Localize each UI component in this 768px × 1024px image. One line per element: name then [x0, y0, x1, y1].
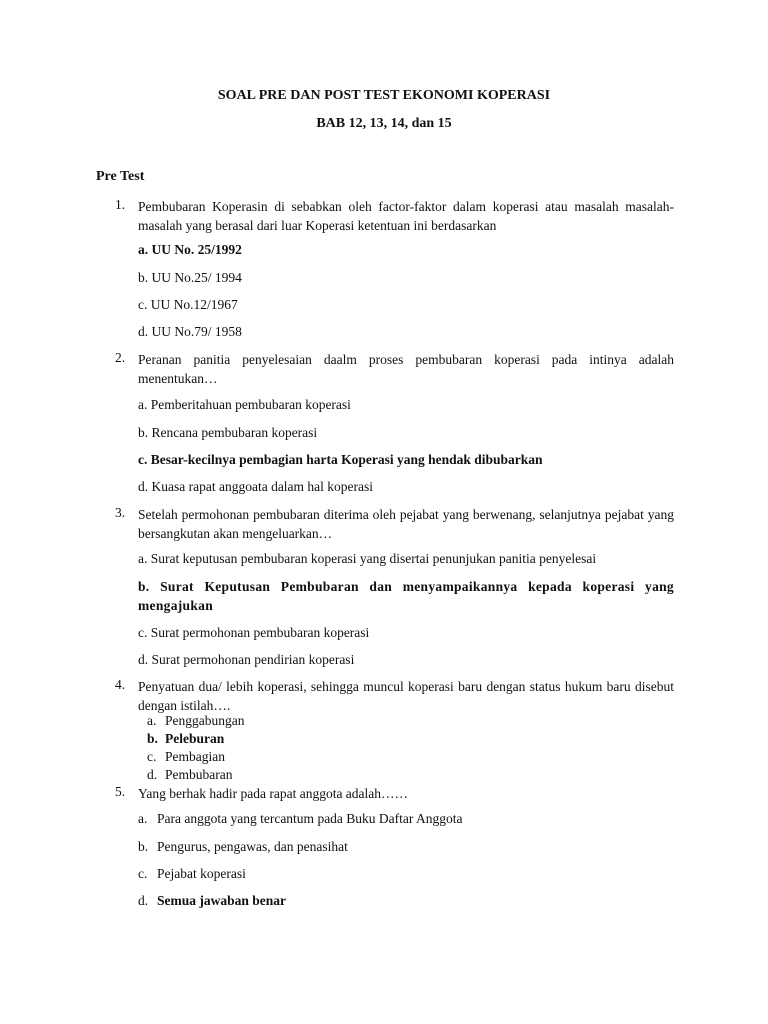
answer-option: a. Surat keputusan pembubaran koperasi yang disertai penunjukan panitia penyelesai: [138, 551, 597, 566]
answer-option: b. UU No.25/ 1994: [138, 270, 242, 285]
question-text: Peranan panitia penyelesaian daalm proses pembubaran koperasi pada intinya adalah menentukan…: [138, 352, 674, 386]
option-text: Pejabat koperasi: [157, 866, 246, 881]
question-number: 3.: [115, 505, 126, 520]
answer-option: a. UU No. 25/1992: [138, 242, 242, 257]
option-text: Pengurus, pengawas, dan penasihat: [157, 839, 348, 854]
option-text: Semua jawaban benar: [157, 893, 287, 908]
answer-option: [147, 748, 225, 766]
question-text: Yang berhak hadir pada rapat anggota adalah……: [138, 786, 409, 801]
option-text: Pembagian: [165, 749, 225, 764]
question-text: Setelah permohonan pembubaran diterima oleh pejabat yang berwenang, selanjutnya pejabat yang bersangkutan akan mengeluarkan…: [138, 507, 674, 541]
question-text: Penyatuan dua/ lebih koperasi, sehingga muncul koperasi baru dengan status hukum baru disebut dengan istilah….: [138, 679, 674, 713]
option-letter: c.: [138, 866, 148, 881]
option-text: Peleburan: [165, 731, 225, 746]
option-text: Pembubaran: [165, 767, 233, 782]
answer-option: [138, 865, 246, 883]
question-text: Pembubaran Koperasin di sebabkan oleh factor-faktor dalam koperasi atau masalah masalah-masalah yang berasal dari luar Koperasi ketentuan ini berdasarkan: [138, 199, 674, 233]
option-letter: d.: [138, 893, 149, 908]
answer-option: c. UU No.12/1967: [138, 297, 238, 312]
question-number: 4.: [115, 677, 126, 692]
answer-option: b. Surat Keputusan Pembubaran dan menyampaikannya kepada koperasi yang mengajukan: [138, 579, 674, 613]
question-number: 2.: [115, 350, 126, 365]
answer-option: d. Surat permohonan pendirian koperasi: [138, 652, 355, 667]
answer-option: [147, 712, 244, 730]
document-title: SOAL PRE DAN POST TEST EKONOMI KOPERASI: [217, 88, 551, 103]
option-letter: c.: [147, 749, 157, 764]
document-subtitle: BAB 12, 13, 14, dan 15: [316, 116, 452, 131]
answer-option: b. Rencana pembubaran koperasi: [138, 425, 318, 440]
section-heading: Pre Test: [96, 169, 145, 184]
option-letter: a.: [138, 811, 148, 826]
answer-option: [138, 892, 286, 910]
option-text: Para anggota yang tercantum pada Buku Daftar Anggota: [157, 811, 463, 826]
answer-option: c. Besar-kecilnya pembagian harta Koperasi yang hendak dibubarkan: [138, 452, 543, 467]
option-text: Penggabungan: [165, 713, 245, 728]
answer-option: [138, 838, 348, 856]
option-letter: b.: [147, 731, 158, 746]
question-number: 1.: [115, 197, 126, 212]
question-number: 5.: [115, 784, 126, 799]
option-letter: d.: [147, 767, 158, 782]
answer-option: [147, 730, 224, 748]
option-letter: a.: [147, 713, 157, 728]
answer-option: [147, 766, 232, 784]
answer-option: d. Kuasa rapat anggoata dalam hal koperasi: [138, 479, 374, 494]
answer-option: d. UU No.79/ 1958: [138, 324, 242, 339]
answer-option: [138, 810, 463, 828]
option-letter: b.: [138, 839, 149, 854]
answer-option: c. Surat permohonan pembubaran koperasi: [138, 625, 370, 640]
answer-option: a. Pemberitahuan pembubaran koperasi: [138, 397, 351, 412]
